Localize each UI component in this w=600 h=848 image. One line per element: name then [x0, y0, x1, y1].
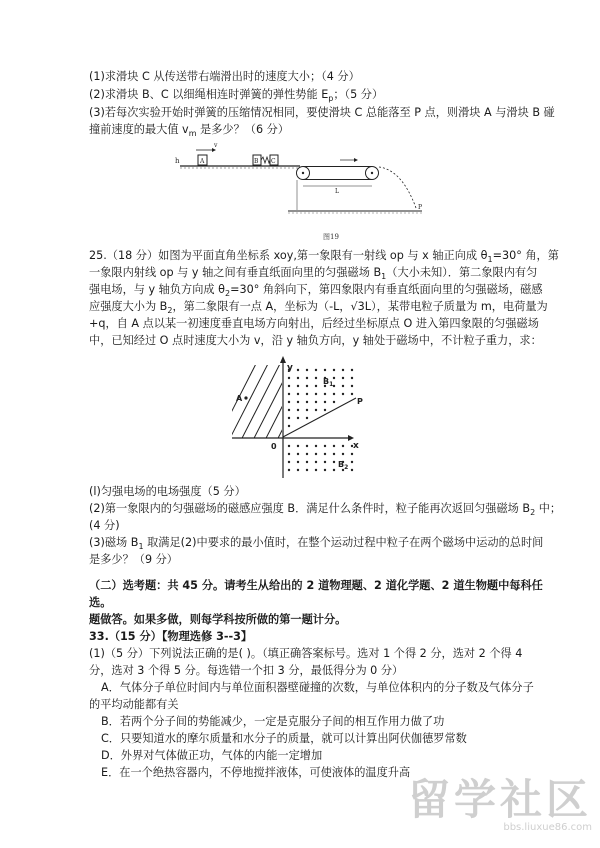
b1-field-dot	[324, 409, 326, 411]
b1-field-dot	[333, 377, 335, 379]
b2-field-dot	[288, 453, 290, 455]
b1-field-dot	[333, 393, 335, 395]
b2-field-dot	[324, 445, 326, 447]
b1-field-dot	[324, 369, 326, 371]
b2-field-dot	[342, 453, 344, 455]
b1-field-dot	[333, 401, 335, 403]
b2-field-dot	[297, 453, 299, 455]
b2-field-dot	[333, 445, 335, 447]
q24-part1: (1)求滑块 C 从传送带右端滑出时的速度大小；（4 分）	[89, 70, 360, 83]
b2-field-dot	[297, 469, 299, 471]
q25-fig-label-b2: $B_2$	[338, 460, 349, 471]
b2-field-dot	[315, 469, 317, 471]
q25-line6: 中，已知经过 O 点时速度大小为 v，沿 y 轴负方向，y 轴处于磁场中，不计粒子重力，求：	[89, 334, 542, 347]
q33-option-a-line1: A．气体分子单位时间内与单位面积器壁碰撞的次数，与单位体积内的分子数及气体分子	[101, 681, 534, 694]
b1-field-dot	[324, 401, 326, 403]
b1-field-dot	[324, 393, 326, 395]
b1-field-dot	[297, 385, 299, 387]
b1-field-dot	[306, 409, 308, 411]
b2-field-dot	[342, 445, 344, 447]
b2-field-dot	[306, 453, 308, 455]
q24-fig-label-v: v	[214, 142, 218, 149]
q24-fig-label-b: B	[254, 158, 259, 165]
b2-field-dot	[288, 461, 290, 463]
q25-fig-label-b1: $B_1$	[323, 377, 334, 388]
b2-field-dot	[288, 445, 290, 447]
b2-field-dot	[333, 469, 335, 471]
q25-part1: (l)匀强电场的电场强度（5 分）	[89, 485, 246, 498]
q33-title: 33.（15 分）【物理选修 3--3】	[89, 630, 253, 643]
b1-field-dot	[297, 393, 299, 395]
q24-part3-line2: 撞前速度的最大值 $v_m$ 是多少？（6 分）	[89, 123, 290, 139]
q25-fig-point-a	[244, 396, 247, 399]
b2-field-dot	[351, 461, 353, 463]
q25-part3-line2: 是多少？（9 分）	[89, 553, 178, 566]
b2-field-dot	[315, 461, 317, 463]
b1-field-dot	[315, 377, 317, 379]
q25-fig-field-b1	[288, 369, 353, 427]
q33-option-c: C．只要知道水的摩尔质量和水分子的质量，就可以计算出阿伏伽德罗常数	[101, 732, 467, 745]
q25-fig-label-origin: 0	[271, 442, 277, 451]
b1-field-dot	[315, 385, 317, 387]
elective-heading-line1: （二）选考题：共 45 分。请考生从给出的 2 道物理题、2 道化学题、2 道生物题中每科任	[89, 579, 543, 592]
b1-field-dot	[306, 393, 308, 395]
q25-fig-label-y: y	[287, 363, 293, 373]
b1-field-dot	[306, 385, 308, 387]
q24-fig-label-p: P	[418, 204, 423, 211]
b2-field-dot	[297, 445, 299, 447]
b1-field-dot	[342, 377, 344, 379]
q25-fig-label-x: x	[353, 441, 359, 451]
q33-option-b: B．若两个分子间的势能减少，一定是克服分子间的相互作用力做了功	[101, 715, 445, 728]
b1-field-dot	[288, 425, 290, 427]
q24-fig-label-h: h	[175, 157, 180, 165]
q25-line3: 强电场，与 y 轴负方向成 $\theta_2=30^\circ$ 角斜向下，第四象限内有垂直纸面向里的匀强磁场，磁感	[89, 283, 543, 299]
b1-field-dot	[306, 377, 308, 379]
b1-field-dot	[342, 385, 344, 387]
b1-field-dot	[333, 369, 335, 371]
b1-field-dot	[288, 393, 290, 395]
q25-line5: +q，自 A 点以某一初速度垂直电场方向射出，后经过坐标原点 O 进入第四象限的匀强磁场	[89, 317, 539, 330]
q33-option-e: E．在一个绝热容器内，不停地搅拌液体，可使液体的温度升高	[101, 766, 411, 779]
b1-field-dot	[297, 409, 299, 411]
b1-field-dot	[297, 417, 299, 419]
b2-field-dot	[297, 461, 299, 463]
b1-field-dot	[315, 393, 317, 395]
b2-field-dot	[351, 453, 353, 455]
b1-field-dot	[306, 401, 308, 403]
elective-heading-line3: 题做答。如果多做，则每学科按所做的第一题计分。	[89, 613, 347, 626]
b1-field-dot	[351, 393, 353, 395]
q33-intro-line1: (1)（5 分）下列说法正确的是( )。（填正确答案标号。选对 1 个得 2 分，选对 2 个得 4	[89, 647, 523, 660]
b2-field-dot	[333, 461, 335, 463]
b2-field-dot	[306, 445, 308, 447]
b2-field-dot	[351, 469, 353, 471]
q24-fig-label-a: A	[200, 158, 205, 165]
q33-intro-line2: 分，选对 3 个得 5 分。每选错一个扣 3 分，最低得分为 0 分）	[89, 664, 404, 677]
b2-field-dot	[288, 469, 290, 471]
q24-fig-label-l: L	[335, 188, 339, 195]
b1-field-dot	[351, 377, 353, 379]
b2-field-dot	[315, 453, 317, 455]
b1-field-dot	[351, 369, 353, 371]
b1-field-dot	[342, 369, 344, 371]
b1-field-dot	[288, 385, 290, 387]
q25-part2-line1: (2)第一象限内的匀强磁场的磁感应强度 B．满足什么条件时，粒子能再次返回匀强磁场 $B_2$ 中；	[89, 502, 562, 518]
watermark-logo	[407, 775, 592, 834]
elective-heading-line2: 选。	[89, 596, 112, 609]
q25-line1: 25.（18 分）如图为平面直角坐标系 xoy,第一象限有一射线 op 与 x 轴正向成 $\theta_1=30^\circ$ 角，第	[89, 249, 559, 265]
b1-field-dot	[297, 377, 299, 379]
b1-field-dot	[288, 417, 290, 419]
b1-field-dot	[342, 393, 344, 395]
b1-field-dot	[306, 369, 308, 371]
b2-field-dot	[324, 461, 326, 463]
b1-field-dot	[288, 409, 290, 411]
q33-option-d: D．外界对气体做正功，气体的内能一定增加	[101, 749, 323, 762]
b1-field-dot	[315, 369, 317, 371]
b2-field-dot	[324, 469, 326, 471]
q24-part3-line1: (3)若每次实验开始时弹簧的压缩情况相同，要使滑块 C 总能落至 P 点，则滑块 A 与滑块 B 碰	[89, 106, 555, 119]
q24-fig-caption: 图19	[323, 233, 339, 241]
b1-field-dot	[297, 369, 299, 371]
b1-field-dot	[297, 401, 299, 403]
q25-fig-label-p: P	[357, 397, 363, 406]
b1-field-dot	[315, 409, 317, 411]
b1-field-dot	[306, 417, 308, 419]
b1-field-dot	[351, 385, 353, 387]
q24-part2: (2)求滑块 B、C 以细绳相连时弹簧的弹性势能 $E_p$；（5 分）	[89, 88, 384, 104]
q25-line4: 应强度大小为 $B_2$，第二象限有一点 A，坐标为（-L，√3L），某带电粒子质量为 m，电荷量为	[89, 300, 548, 316]
q25-fig-electric-field	[212, 352, 322, 450]
q25-part3-line1: (3)磁场 $B_1$ 取满足(2)中要求的最小值时，在整个运动过程中粒子在两个磁场中运动的总时间	[89, 536, 544, 552]
b1-field-dot	[315, 401, 317, 403]
q25-part2-line2: (4 分)	[89, 519, 120, 532]
b2-field-dot	[324, 453, 326, 455]
b1-field-dot	[288, 401, 290, 403]
b2-field-dot	[333, 453, 335, 455]
b2-field-dot	[315, 445, 317, 447]
q25-line2: 一象限内射线 op 与 y 轴之间有垂直纸面向里的匀强磁场 $B_1$（大小未知）．第二象限内有匀	[89, 266, 538, 282]
b1-field-dot	[288, 377, 290, 379]
q25-fig-label-a: A	[236, 394, 243, 403]
q25-fig-ray-op	[283, 398, 356, 437]
q24-fig-label-c: C	[271, 158, 276, 165]
q33-option-a-line2: 的平均动能都有关	[89, 698, 179, 711]
b2-field-dot	[306, 469, 308, 471]
watermark-text: 留学社区	[407, 775, 592, 824]
b2-field-dot	[306, 461, 308, 463]
watermark-url: bbs.liuxue86.com	[503, 822, 592, 833]
